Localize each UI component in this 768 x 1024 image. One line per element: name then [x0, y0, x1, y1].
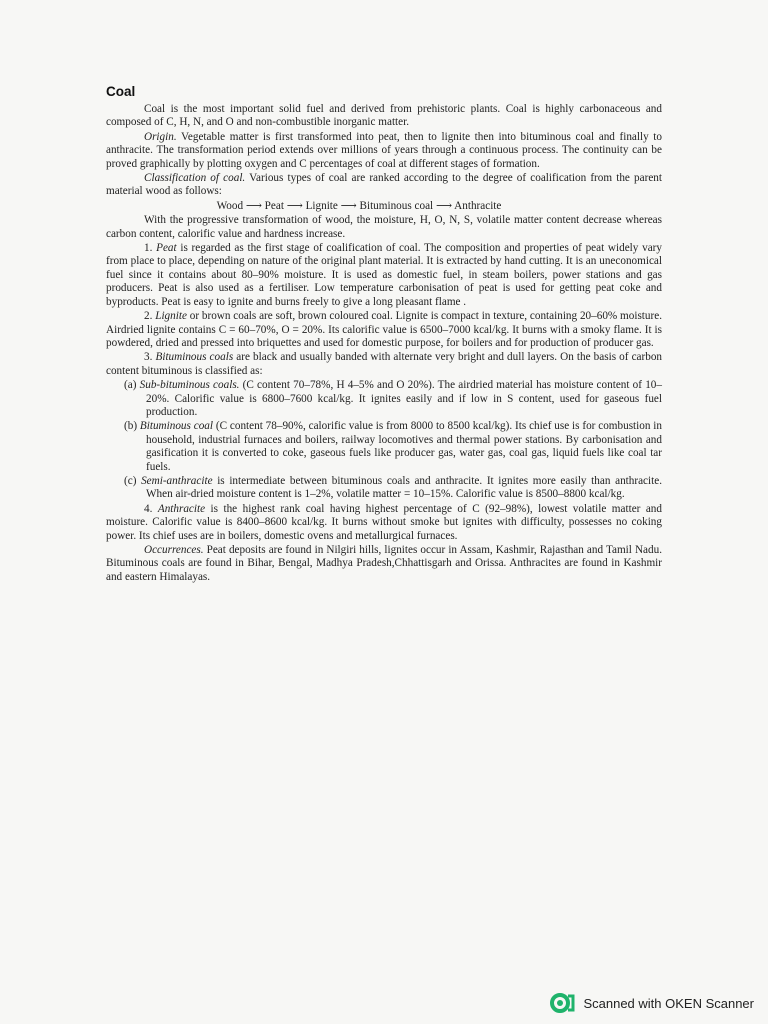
bituminous-text: are black and usually banded with alternate very bright and dull layers. On the basis of carbon content bituminous is classified as:	[106, 351, 663, 377]
coalification-flow: Wood ⟶ Peat ⟶ Lignite ⟶ Bituminous coal ⟶ Anthracite	[216, 199, 502, 212]
intro-paragraph: Coal is the most important solid fuel and derived from prehistoric plants. Coal is highly carbonaceous and composed of C, H, N, and O and non-combustible inorganic matter.	[106, 103, 662, 129]
classification-paragraph	[106, 172, 662, 199]
peat-number: 1.	[144, 242, 157, 255]
sub-a-label: Sub-bituminous coals.	[139, 379, 240, 392]
bituminous-label: Bituminous coals	[155, 351, 234, 364]
semi-anthracite-item	[106, 475, 662, 502]
origin-label: Origin.	[144, 130, 177, 143]
anthracite-number: 4.	[144, 502, 158, 515]
sub-c-text: is intermediate between bituminous coals and anthracite. It ignites more easily than anthracite. When air-dried moisture content is 1–2%, volatile matter = 10–15%. Calorific value is 8500–8800 kcal/kg.	[146, 474, 662, 501]
sub-bituminous-item	[106, 379, 662, 419]
origin-text: Vegetable matter is first transformed into peat, then to lignite then into bituminous coal and finally to anthracite. The transformation period extends over millions of years through a continuous process. The continuity can be proved graphically by plotting oxygen and C percentages of coal at different stages of formation.	[106, 130, 662, 170]
classification-text: Various types of coal are ranked according to the degree of coalification from the parent material wood as follows:	[106, 172, 663, 198]
sub-b-text: (C content 78–90%, calorific value is from 8000 to 8500 kcal/kg). Its chief use is for combustion in household, industrial furnaces and boilers, railway locomotives and thermal power stations. By carbonisation and gasification it is converted to coke, gaseous fuels like producer gas, water gas, coal gas, liquid fuels like coal tar fuels.	[146, 420, 663, 473]
sub-b-label: Bituminous coal	[139, 420, 213, 433]
origin-paragraph	[106, 131, 662, 171]
sub-b-marker: (b)	[124, 420, 140, 433]
lignite-paragraph	[106, 310, 662, 350]
anthracite-paragraph	[106, 503, 662, 543]
lignite-label: Lignite	[155, 310, 187, 323]
peat-text: is regarded as the first stage of coalification of coal. The composition and properties of peat widely vary from place to place, depending on nature of the original plant material. It is extracted by hand cutting. It is an uneconomical fuel since it contains about 80–90% moisture. It is used as domestic fuel, in steam boilers, power stations and gas producers. Peat is also used as a fertiliser. Low temperature carbonisation of peat is used for getting peat coke and byproducts. Peat is easy to ignite and burns freely to give a long pleasant flame .	[106, 242, 662, 308]
lignite-number: 2.	[144, 310, 156, 323]
sub-c-label: Semi-anthracite	[141, 474, 213, 487]
page-title: Coal	[106, 84, 136, 99]
progression-paragraph: With the progressive transformation of wood, the moisture, H, O, N, S, volatile matter content decrease whereas carbon content, calorific value and hardness increase.	[106, 214, 662, 240]
bituminous-coal-item	[106, 420, 662, 474]
anthracite-label: Anthracite	[157, 502, 206, 515]
sub-a-text: (C content 70–78%, H 4–5% and O 20%). The airdried material has moisture content of 10–20%. Calorific value is 6800–7600 kcal/kg. It ignites easily and if low in S content, used for gaseous fuel production.	[146, 379, 662, 418]
bituminous-number: 3.	[144, 351, 156, 364]
document-page	[106, 84, 662, 584]
occurrences-paragraph	[106, 544, 662, 584]
lignite-text: or brown coals are soft, brown coloured coal. Lignite is compact in texture, containing 20–60% moisture. Airdried lignite contains C = 60–70%, O = 20%. Its calorific value is 6500–7000 kcal/kg. It burns with a smoky flame. It is powdered, dried and pressed into briquettes and used for domestic purpose, for boilers and for production of producer gas.	[106, 310, 662, 349]
occurrences-label: Occurrences.	[144, 544, 204, 556]
bituminous-paragraph	[106, 351, 662, 378]
anthracite-text: is the highest rank coal having highest percentage of C (92–98%), lowest volatile matter and moisture. Calorific value is 8400–8600 kcal/kg. It burns without smoke but ignites with difficulty, possesses no coking power. Its chief uses are in boilers, domestic ovens and metallurgical furnaces.	[106, 502, 662, 542]
peat-label: Peat	[156, 242, 177, 255]
occurrences-text: Peat deposits are found in Nilgiri hills, lignites occur in Assam, Kashmir, Rajasthan and Tamil Nadu. Bituminous coals are found in Bihar, Bengal, Madhya Pradesh,Chhattisgarh and Orissa. Anthracites are found in Kashmir and eastern Himalayas.	[106, 544, 662, 583]
oken-scanner-logo-icon	[549, 992, 575, 1014]
classification-label: Classification of coal.	[144, 172, 246, 185]
scanner-watermark-text: Scanned with OKEN Scanner	[583, 995, 754, 1011]
scanner-watermark	[549, 992, 754, 1014]
sub-c-marker: (c)	[124, 474, 142, 487]
sub-a-marker: (a)	[124, 379, 140, 392]
peat-paragraph	[106, 242, 662, 309]
